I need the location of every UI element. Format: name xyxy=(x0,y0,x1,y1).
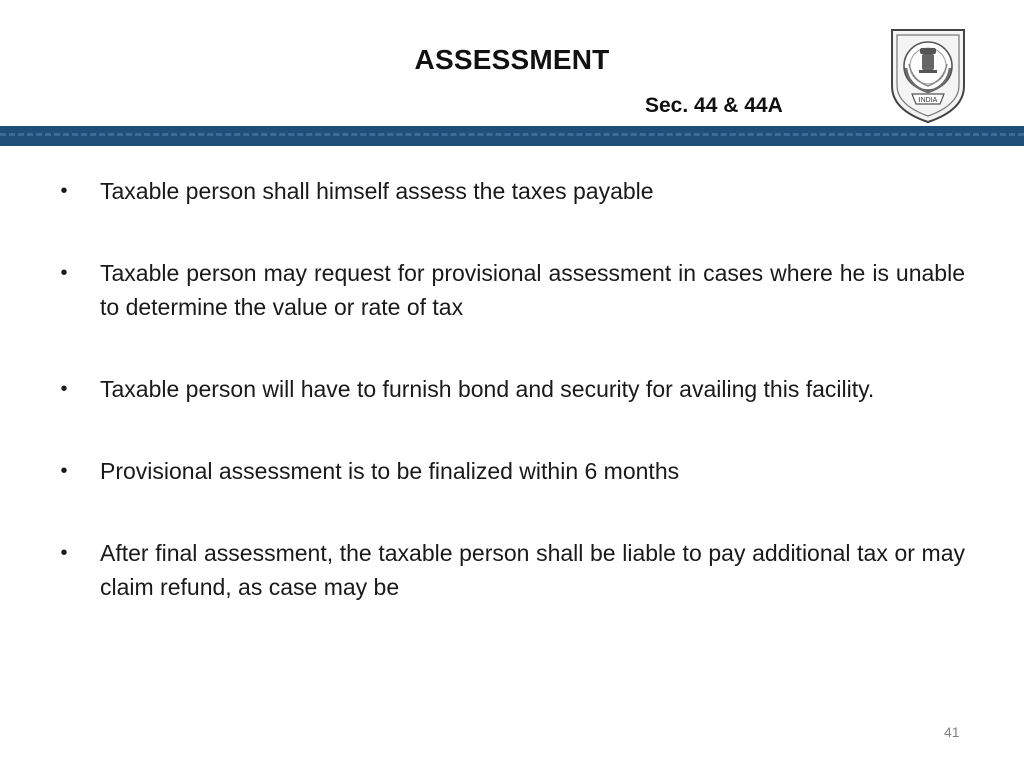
bullet-item xyxy=(55,536,965,604)
bullet-text: Taxable person may request for provisional assessment in cases where he is unable to determine the value or rate of tax xyxy=(100,260,965,320)
bullet-marker: • xyxy=(60,542,68,564)
bullet-marker: • xyxy=(60,180,68,202)
bullet-text: Provisional assessment is to be finalized within 6 months xyxy=(100,458,680,484)
bullet-marker: • xyxy=(60,460,68,482)
bullet-marker: • xyxy=(60,378,68,400)
page-number: 41 xyxy=(944,724,960,740)
bullet-text: After final assessment, the taxable person shall be liable to pay additional tax or may claim refund, as case may be xyxy=(100,540,965,600)
slide-subtitle: Sec. 44 & 44A xyxy=(645,94,783,117)
bullet-item xyxy=(55,454,965,488)
bullet-list xyxy=(55,174,965,604)
slide-title: ASSESSMENT xyxy=(414,44,610,75)
bullet-text: Taxable person shall himself assess the taxes payable xyxy=(100,178,654,204)
bullet-item xyxy=(55,174,965,208)
bullet-item xyxy=(55,372,965,406)
bullet-item xyxy=(55,256,965,324)
bullet-text: Taxable person will have to furnish bond and security for availing this facility. xyxy=(100,376,875,402)
header-band-pattern xyxy=(0,133,1024,136)
header-band xyxy=(0,126,1024,146)
emblem-text: INDIA xyxy=(918,97,938,104)
customs-emblem-icon xyxy=(888,24,968,124)
bullet-marker: • xyxy=(60,262,68,284)
emblem-graphic xyxy=(888,24,968,124)
